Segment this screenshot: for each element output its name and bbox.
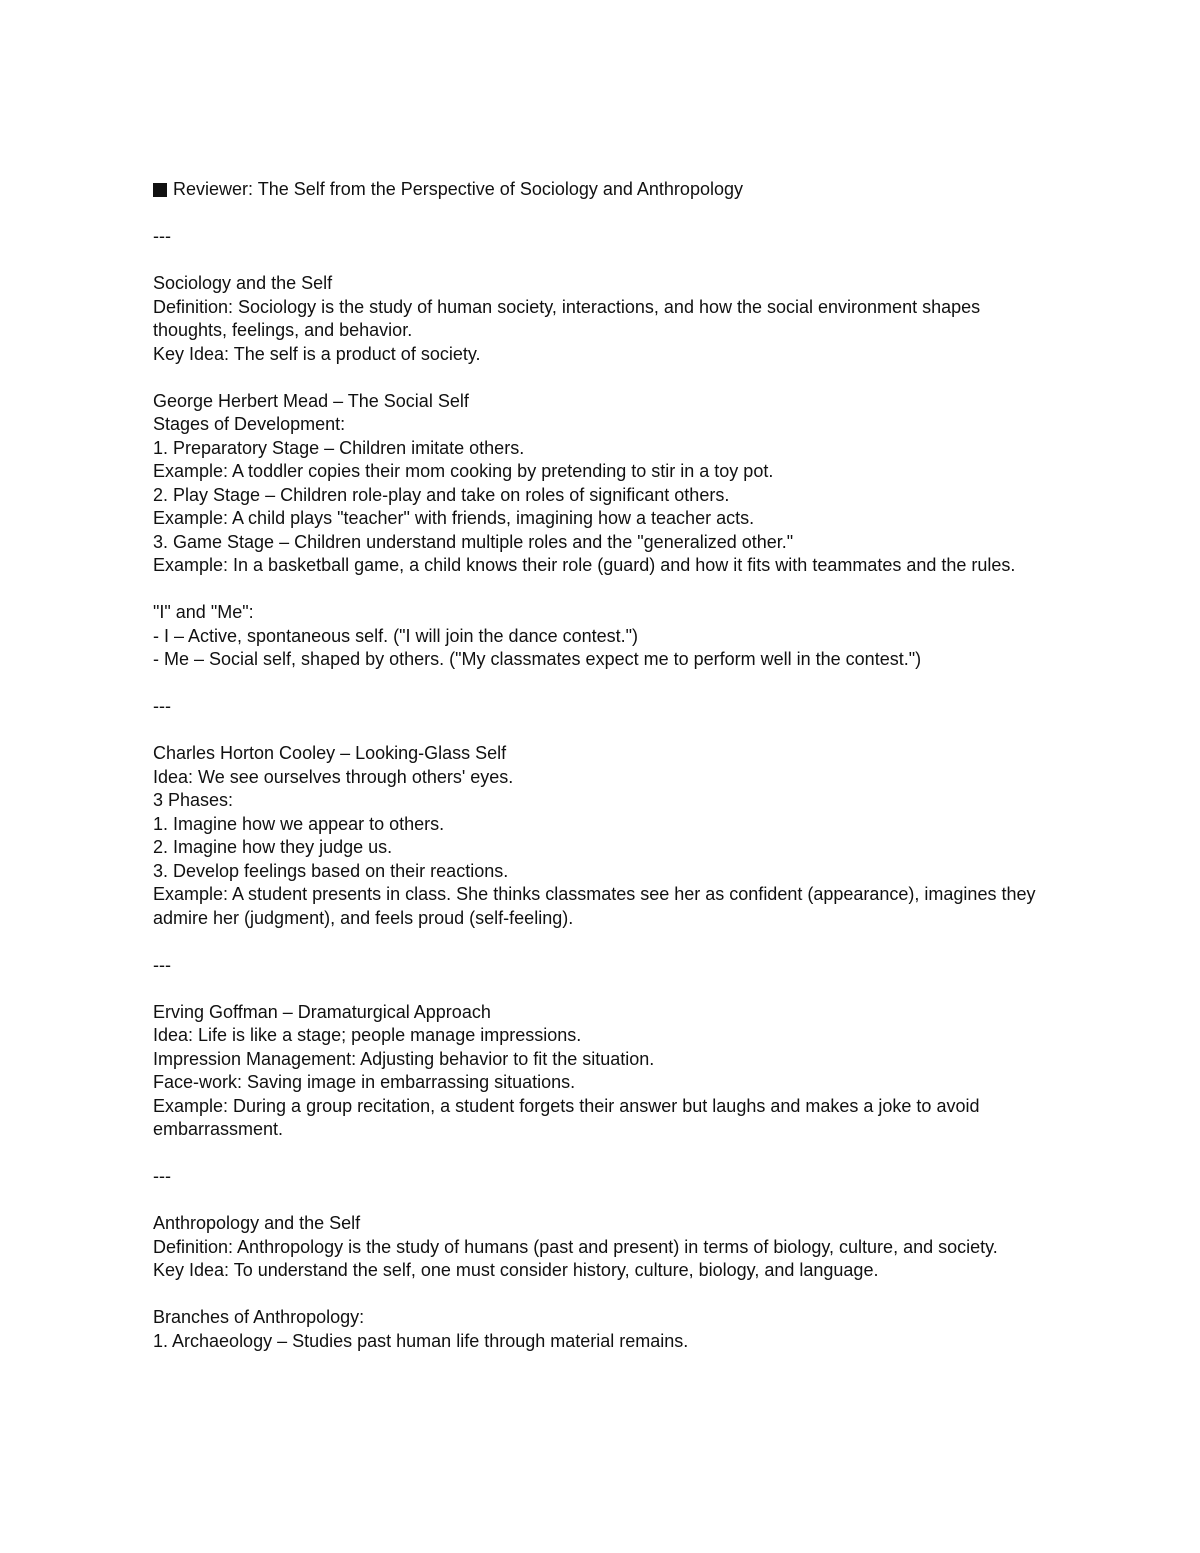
cooley-example: Example: A student presents in class. She thinks classmates see her as confident (appearance), imagines they admire her (judgment), and feels proud (self-feeling).	[153, 884, 1041, 928]
separator: ---	[153, 226, 171, 246]
sociology-definition: Definition: Sociology is the study of human society, interactions, and how the social environment shapes thoughts, feelings, and behavior.	[153, 296, 986, 340]
mead-stages-label: Stages of Development:	[153, 414, 346, 434]
list-item: Example: A toddler copies their mom cooking by pretending to stir in a toy pot.	[153, 461, 774, 481]
list-item: Example: A child plays "teacher" with friends, imagining how a teacher acts.	[153, 508, 755, 528]
document-page	[153, 178, 1053, 1353]
list-item: 3. Game Stage – Children understand multiple roles and the "generalized other."	[153, 531, 794, 552]
anthropology-heading: Anthropology and the Self	[153, 1213, 361, 1233]
sociology-heading: Sociology and the Self	[153, 273, 333, 293]
sociology-key-idea: Key Idea: The self is a product of society.	[153, 343, 481, 364]
list-item: 2. Imagine how they judge us.	[153, 837, 393, 857]
title-text: Reviewer: The Self from the Perspective of Sociology and Anthropology	[173, 179, 743, 199]
list-item: 3. Develop feelings based on their reactions.	[153, 860, 509, 881]
cooley-phases-label: 3 Phases:	[153, 790, 234, 810]
list-item: 2. Play Stage – Children role-play and take on roles of significant others.	[153, 484, 730, 505]
goffman-facework: Face-work: Saving image in embarrassing situations.	[153, 1072, 576, 1092]
branches-label: Branches of Anthropology:	[153, 1307, 365, 1327]
list-item: 1. Archaeology – Studies past human life through material remains.	[153, 1330, 689, 1351]
cooley-heading: Charles Horton Cooley – Looking-Glass Self	[153, 743, 507, 763]
list-item: 1. Imagine how we appear to others.	[153, 813, 445, 834]
i-me-heading: "I" and "Me":	[153, 602, 254, 622]
separator: ---	[153, 696, 171, 716]
list-item: Example: In a basketball game, a child knows their role (guard) and how it fits with teammates and the rules.	[153, 555, 1016, 575]
separator: ---	[153, 954, 171, 975]
black-square-icon	[153, 183, 167, 197]
goffman-heading: Erving Goffman – Dramaturgical Approach	[153, 1001, 491, 1022]
anthropology-definition: Definition: Anthropology is the study of humans (past and present) in terms of biology, culture, and society.	[153, 1236, 998, 1257]
goffman-idea: Idea: Life is like a stage; people manage impressions.	[153, 1025, 582, 1045]
document-title	[153, 178, 1053, 202]
i-line: - I – Active, spontaneous self. ("I will join the dance contest.")	[153, 625, 639, 646]
me-line: - Me – Social self, shaped by others. ("My classmates expect me to perform well in the contest.")	[153, 649, 922, 669]
goffman-example: Example: During a group recitation, a student forgets their answer but laughs and makes a joke to avoid embarrassment.	[153, 1095, 985, 1139]
cooley-idea: Idea: We see ourselves through others' eyes.	[153, 766, 514, 787]
separator: ---	[153, 1166, 171, 1186]
goffman-impression: Impression Management: Adjusting behavior to fit the situation.	[153, 1048, 655, 1069]
mead-heading: George Herbert Mead – The Social Self	[153, 390, 469, 411]
list-item: 1. Preparatory Stage – Children imitate others.	[153, 437, 525, 458]
anthropology-key-idea: Key Idea: To understand the self, one must consider history, culture, biology, and language.	[153, 1260, 879, 1280]
